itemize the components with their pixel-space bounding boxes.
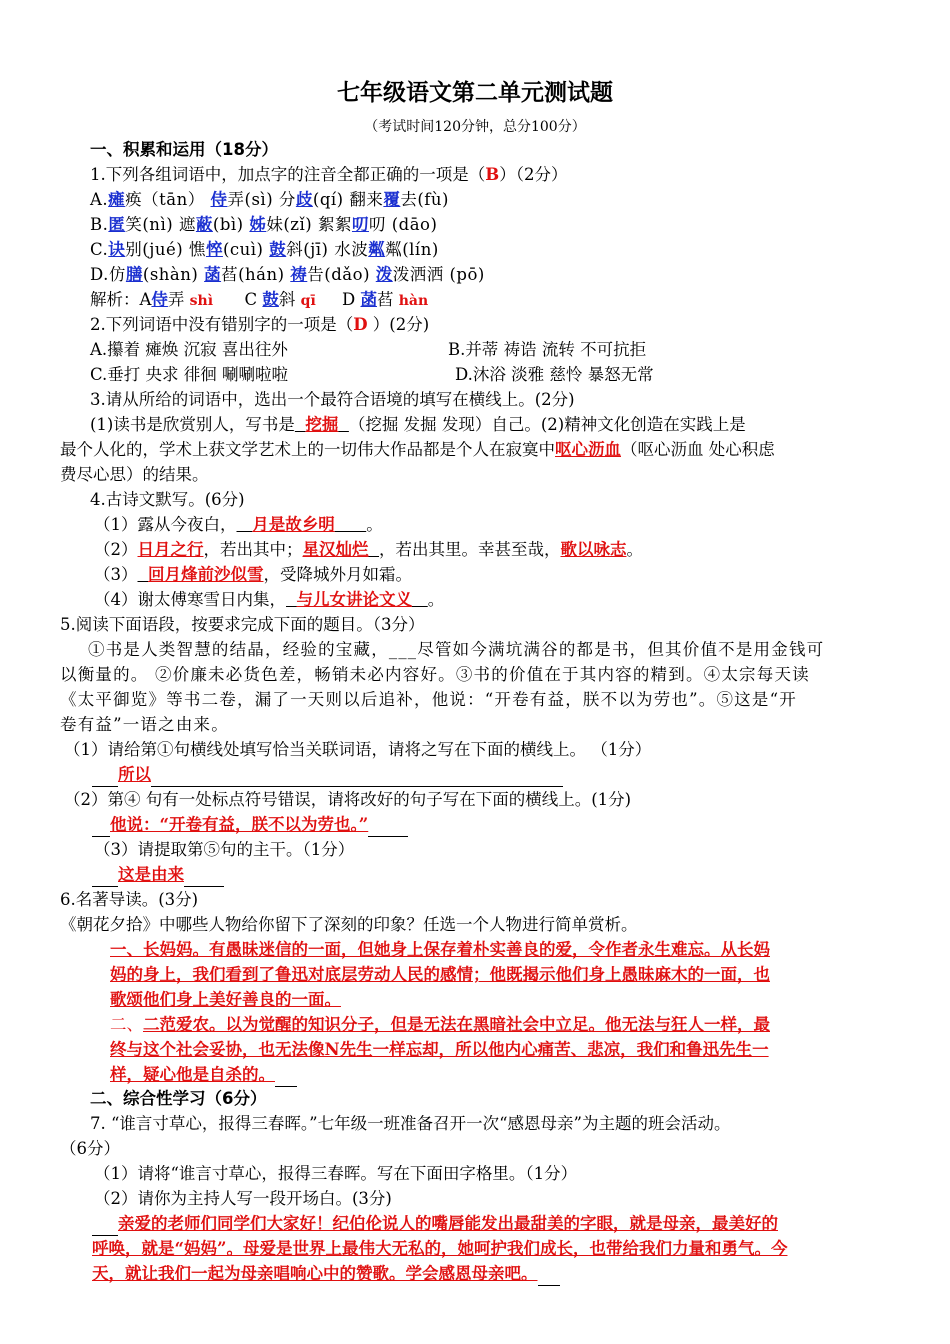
q7-answer-line-1 [92,1212,778,1236]
q3-answer-1: 挖掘 [305,415,339,434]
opt-text: (qí) 翻来 [312,190,384,209]
dotted-char: 膳 [125,265,143,284]
opt-letter: D.仿 [90,265,126,284]
opt-text: (shàn) [142,265,205,284]
q4-answer-2b: 星汉灿烂 [302,540,369,559]
q7-answer-text: 天，就让我们一起为母亲唱响心中的赞歌。学会感恩母亲吧。 [92,1264,538,1283]
q7-sub-2: （2）请你为主持人写一段开场白。(3分) [94,1189,392,1208]
q4-text: （1）露从今夜白， [94,515,237,534]
opt-letter: B. [90,215,109,234]
q3-line-2 [60,438,775,462]
section-1-heading: 一、积累和运用（18分） [90,140,278,159]
opt-text: 笑(nì) 遮 [125,215,196,234]
q6-answer-2-line-1 [110,1013,770,1037]
opt-text: 斜(jī) 水波 [286,240,369,259]
q5-passage-1: ①书是人类智慧的结晶，经验的宝藏，___尽管如今满坑满谷的都是书，但其价值不是用金钱可 [88,640,825,659]
q2-stem-text: 2.下列词语中没有错别字的一项是（ [90,315,354,334]
q7-line-2: （6分） [60,1139,120,1158]
dotted-char: 姊 [249,215,267,234]
opt-letter: C. [90,240,109,259]
q3-line-3: 费尽心思）的结果。 [60,465,209,484]
q3-line-1 [90,413,746,437]
opt-text: (cuì) [222,240,270,259]
q4-text: 。 [626,540,643,559]
q1-score: ）（2分） [499,165,568,184]
pinyin-answer: qī [300,293,316,309]
dotted-char: 覆 [383,190,401,209]
dotted-char: 粼 [368,240,386,259]
opt-text: 痪（tān） [125,190,211,209]
q4-answer-1: 月是故乡明 [252,515,335,534]
q3-stem: 3.请从所给的词语中，选出一个最符合语境的填写在横线上。(2分) [90,390,575,409]
dotted-char: 泼 [375,265,393,284]
dotted-char: 侍 [151,290,168,309]
q2-option-b: B.并蒂 祷诰 流转 不可抗拒 [448,340,647,359]
q1-stem-text: 1.下列各组词语中，加点字的注音全都正确的一项是（ [90,165,486,184]
q4-text: （4）谢太傅寒雪日内集， [94,590,286,609]
dotted-char: 侍 [210,190,228,209]
q4-line-4 [94,588,444,612]
dotted-char: 鼓 [262,290,279,309]
q4-text: ，若出其里。幸甚至哉， [379,540,561,559]
opt-text: 告(dǎo) [307,265,376,284]
q4-line-3 [94,563,412,587]
pinyin-answer: hàn [398,293,429,309]
q6-answer-1-line-3: 歌颂他们身上美好善良的一面。 [110,990,341,1009]
opt-text: 粼(lín) [385,240,439,259]
q5-answer-line-1 [92,763,563,787]
q1-option-b [90,213,437,237]
q1-option-a [90,188,449,212]
opt-text: 妹(zǐ) 絮絮 [266,215,352,234]
q4-line-2 [94,538,643,562]
q3-answer-2: 呕心沥血 [555,440,621,459]
q7-answer-text: 亲爱的老师们同学们大家好！纪伯伦说人的嘴唇能发出最甜美的字眼，就是母亲，最美好的 [118,1214,778,1233]
q1-option-d [90,263,485,287]
dotted-char: 祷 [290,265,308,284]
q6-answer-2-text: 二范爱农。以为觉醒的知识分子，但是无法在黑暗社会中立足。他无法与狂人一样，最 [143,1015,770,1034]
q4-line-1 [94,513,383,537]
q4-text: 。 [427,590,445,609]
q3-text: （呕心沥血 处心积虑 [621,440,775,459]
dotted-char: 诀 [108,240,126,259]
dotted-char: 菡 [360,290,377,309]
opt-text: 弄(sì) 分 [227,190,296,209]
q2-option-a: A.攥着 瘫焕 沉寂 喜出往外 [90,340,288,359]
q6-answer-2-line-3 [110,1063,297,1087]
q5-passage-3: 《太平御览》等书二卷，漏了一天则以后追补，他说：“开卷有益，朕不以为劳也”。⑤这是“开 [60,690,797,709]
q1-stem [90,163,567,187]
opt-text: (bì) [212,215,250,234]
dotted-char: 匿 [108,215,126,234]
opt-text: 泼洒洒 (pō) [392,265,485,284]
dotted-char: 叨 [351,215,369,234]
q7-sub-1: （1）请将“谁言寸草心，报得三春晖。写在下面田字格里。（1分） [94,1164,578,1183]
q4-text: 。 [366,515,383,534]
q3-text: (1)读书是欣赏别人，写书是 [90,415,295,434]
q4-text: （2） [94,540,138,559]
opt-text: 去(fù) [400,190,449,209]
q2-option-d: D.沐浴 淡雅 慈怜 暴怒无常 [455,365,654,384]
analysis-text: 弄 [167,290,185,309]
q5-passage-2: 以衡量的。 ②价廉未必货色差，畅销未必内容好。③书的价值在于其内容的精到。④太宗每天读 [60,665,810,684]
dotted-char: 蔽 [195,215,213,234]
q5-sub-3: （3）请提取第⑤句的主干。（1分） [94,840,355,859]
analysis-text: 萏 [377,290,394,309]
dotted-char: 菡 [204,265,222,284]
opt-text: 叨 (dāo) [368,215,438,234]
q3-text: 最个人化的，学术上获文学艺术上的一切伟大作品都是个人在寂寞中 [60,440,555,459]
opt-text: 别(jué) 憔 [125,240,206,259]
q2-score: ）(2分) [367,315,430,334]
q5-answer-2: 他说：“开卷有益，朕不以为劳也。” [110,815,369,834]
dotted-char: 歧 [295,190,313,209]
q6-stem: 6.名著导读。(3分) [60,890,199,909]
q7-line-1: 7. “谁言寸草心，报得三春晖。”七年级一班准备召开一次“感恩母亲”为主题的班会活动。 [90,1114,731,1133]
q1-analysis [90,288,428,313]
analysis-label: 解析：A [90,290,152,309]
q5-answer-1: 所以 [118,765,151,784]
section-2-heading: 二、综合性学习（6分） [90,1089,267,1108]
opt-text: 萏(hán) [221,265,291,284]
q4-answer-3: 回月烽前沙似雪 [148,565,264,584]
q4-stem: 4.古诗文默写。(6分) [90,490,245,509]
q3-text: （挖掘 发掘 发现）自己。(2)精神文化创造在实践上是 [348,415,746,434]
q5-answer-line-2 [92,813,408,837]
q5-sub-2: （2）第④ 句有一处标点符号错误，请将改好的句子写在下面的横线上。(1分) [64,790,632,809]
q4-text: ，若出其中； [203,540,303,559]
pinyin-answer: shì [189,293,214,309]
analysis-text: 斜 [278,290,296,309]
q7-answer-line-3 [92,1262,560,1286]
analysis-label: D [342,290,356,309]
q2-stem [90,313,429,337]
dotted-char: 悴 [205,240,223,259]
q4-answer-2a: 日月之行 [137,540,204,559]
q5-sub-1: （1）请给第①句横线处填写恰当关联词语，请将之写在下面的横线上。 （1分） [64,740,652,759]
analysis-label: C [244,290,258,309]
opt-letter: A. [90,190,109,209]
page-subtitle: （考试时间120分钟，总分100分） [364,119,586,135]
q6-answer-1-line-1: 一、长妈妈。有愚昧迷信的一面，但她身上保存着朴实善良的爱，令作者永生难忘。从长妈 [110,940,770,959]
q7-answer-line-2: 呼唤，就是“妈妈”。母爱是世界上最伟大无私的，她呵护我们成长，也带给我们力量和勇气。今 [92,1239,788,1258]
q6-question: 《朝花夕拾》中哪些人物给你留下了深刻的印象？任选一个人物进行简单赏析。 [60,915,638,934]
q5-stem: 5.阅读下面语段，按要求完成下面的题目。（3分） [60,615,425,634]
q5-passage-4: 卷有益”一语之由来。 [60,715,229,734]
q5-answer-3: 这是由来 [118,865,184,884]
q2-answer: D [353,315,368,334]
q4-answer-2c: 歌以咏志 [560,540,627,559]
q6-answer-2-line-2: 终与这个社会妥协，也无法像N先生一样忘却，所以他内心痛苦、悲凉，我们和鲁迅先生一 [110,1040,769,1059]
q4-text: ，受降城外月如霜。 [263,565,412,584]
q4-answer-4: 与儿女讲论文义 [296,590,412,609]
q6-answer-2-text: 样，疑心他是自杀的。 [110,1065,275,1084]
dotted-char: 鼓 [269,240,287,259]
q6-answer-2-prefix: 二、 [110,1015,143,1034]
dotted-char: 瘫 [108,190,126,209]
q5-answer-line-3 [92,863,224,887]
q1-answer: B [485,165,500,184]
q2-option-c: C.垂打 央求 徘徊 唰唰啦啦 [90,365,289,384]
q4-text: （3） [94,565,138,584]
page-title: 七年级语文第二单元测试题 [337,80,613,106]
q6-answer-1-line-2: 妈的身上，我们看到了鲁迅对底层劳动人民的感情；他既揭示他们身上愚昧麻木的一面，也 [110,965,770,984]
q1-option-c [90,238,439,262]
